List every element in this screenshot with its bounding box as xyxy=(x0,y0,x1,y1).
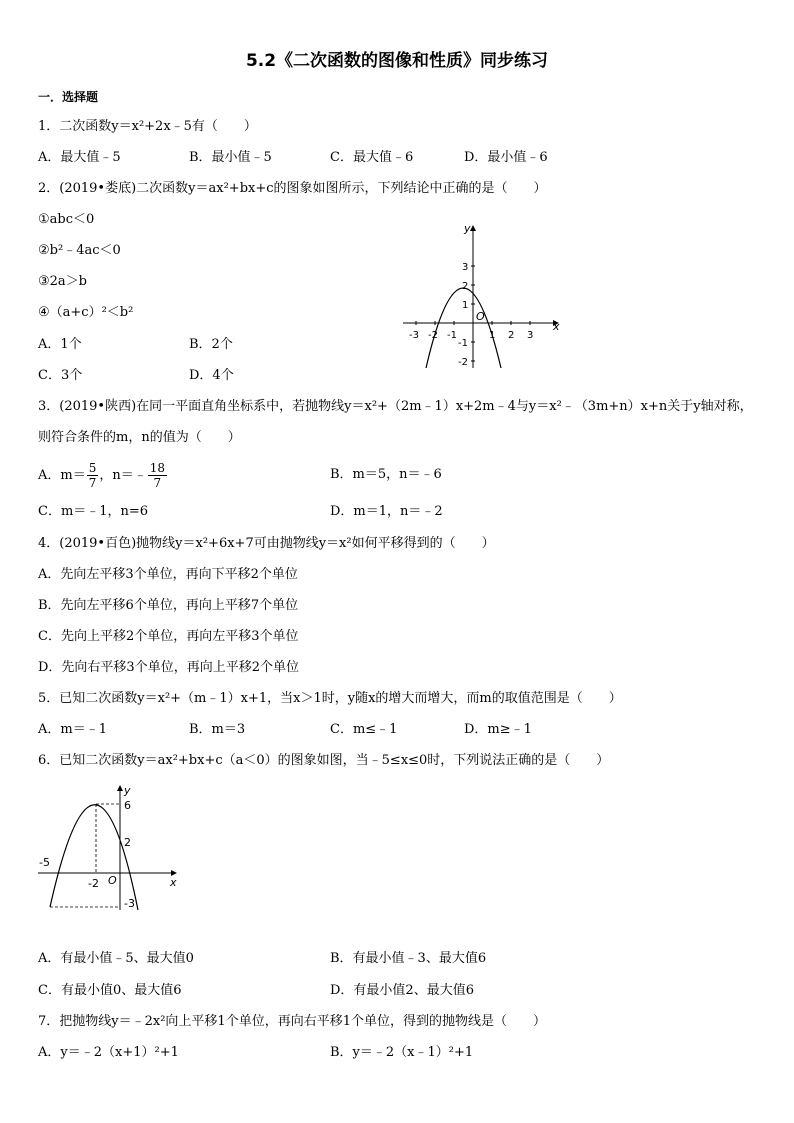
q5-option-b[interactable]: B．m＝3 xyxy=(189,722,246,737)
y-tick-label: 3 xyxy=(462,262,469,273)
q3-option-b[interactable]: B．m＝5，n＝﹣6 xyxy=(330,467,442,482)
q6-option-a[interactable]: A．有最小值﹣5、最大值0 xyxy=(38,951,194,966)
y-value-label: 2 xyxy=(124,836,131,849)
q6-stem: 6．已知二次函数y＝ax²+bx+c（a＜0）的图象如图，当﹣5≤x≤0时，下列说法正确的是（ ） xyxy=(38,753,610,768)
q4-stem: 4．(2019•百色)抛物线y＝x²+6x+7可由抛物线y＝x²如何平移得到的（ ） xyxy=(38,536,495,551)
q1-option-c[interactable]: C．最大值﹣6 xyxy=(330,150,414,165)
q1-option-d[interactable]: D．最小值﹣6 xyxy=(464,150,548,165)
x-value-label: -5 xyxy=(39,856,50,869)
origin-label: O xyxy=(476,310,485,323)
q6-option-c[interactable]: C．有最小值0、最大值6 xyxy=(38,983,182,998)
fraction-n-denominator: 7 xyxy=(153,476,162,490)
q2-parabola-graph xyxy=(398,218,568,373)
q2-option-a[interactable]: A．1个 xyxy=(38,337,82,352)
q2-stem: 2．(2019•娄底)二次函数y＝ax²+bx+c的图象如图所示，下列结论中正确的是（ ） xyxy=(38,181,547,196)
q2-statement-1: ①abc＜0 xyxy=(38,212,95,227)
y-axis-label: y xyxy=(124,784,131,797)
section-heading: 一．选择题 xyxy=(38,90,99,104)
x-tick-label: -3 xyxy=(409,330,419,341)
y-tick-label: -1 xyxy=(458,338,468,349)
fraction-m-numerator: 5 xyxy=(88,461,97,475)
q2-option-c[interactable]: C．3个 xyxy=(38,368,83,383)
q1-option-b[interactable]: B．最小值﹣5 xyxy=(189,150,272,165)
x-tick-label: -2 xyxy=(428,330,438,341)
q2-option-d[interactable]: D．4个 xyxy=(189,368,234,383)
q4-option-c[interactable]: C．先向上平移2个单位，再向左平移3个单位 xyxy=(38,629,299,644)
q5-option-c[interactable]: C．m≤﹣1 xyxy=(330,722,398,737)
q3-stem-line1: 3．(2019•陕西)在同一平面直角坐标系中，若抛物线y＝x²+（2m﹣1）x+2m﹣4与y＝x²﹣（3m+n）x+n关于y轴对称， xyxy=(38,399,753,414)
y-value-label: 6 xyxy=(124,799,131,812)
q6-option-b[interactable]: B．有最小值﹣3、最大值6 xyxy=(330,951,487,966)
q2-statement-2: ②b²﹣4ac＜0 xyxy=(38,243,121,258)
q3-option-a-mid: ，n＝﹣ xyxy=(99,467,147,483)
q3-option-d[interactable]: D．m＝1，n＝﹣2 xyxy=(330,504,443,519)
q5-stem: 5．已知二次函数y＝x²+（m﹣1）x+1，当x＞1时，y随x的增大而增大，而m的取值范围是（ ） xyxy=(38,691,622,706)
q2-statement-3: ③2a＞b xyxy=(38,274,87,289)
q3-option-c[interactable]: C．m＝﹣1，n=6 xyxy=(38,504,149,519)
q5-option-a[interactable]: A．m＝﹣1 xyxy=(38,722,107,737)
q3-stem-line2: 则符合条件的m，n的值为（ ） xyxy=(38,430,241,445)
q1-option-a[interactable]: A．最大值﹣5 xyxy=(38,150,121,165)
x-axis-label: x xyxy=(553,320,560,333)
q3-option-a-prefix: A．m＝ xyxy=(38,467,86,483)
y-value-label: -3 xyxy=(124,897,135,910)
parabola-curve xyxy=(50,805,138,910)
q7-option-b[interactable]: B．y＝﹣2（x﹣1）²+1 xyxy=(330,1045,474,1060)
y-tick-label: 1 xyxy=(462,300,469,311)
x-tick-label: 2 xyxy=(508,330,515,341)
y-axis-label: y xyxy=(464,222,471,235)
q1-stem: 1．二次函数y＝x²+2x﹣5有（ ） xyxy=(38,119,257,134)
page-title: 5.2《二次函数的图像和性质》同步练习 xyxy=(245,51,549,71)
x-tick-label: 3 xyxy=(527,330,534,341)
q3-option-a[interactable] xyxy=(38,461,168,490)
q6-parabola-graph xyxy=(36,780,186,915)
q2-statement-4: ④（a+c）²＜b² xyxy=(38,305,134,320)
q5-option-d[interactable]: D．m≥﹣1 xyxy=(464,722,532,737)
q7-stem: 7．把抛物线y＝﹣2x²向上平移1个单位，再向右平移1个单位，得到的抛物线是（ ） xyxy=(38,1014,546,1029)
fraction-m xyxy=(87,461,99,490)
origin-label: O xyxy=(108,874,117,887)
x-value-label: -2 xyxy=(88,877,99,890)
x-tick-label: -1 xyxy=(447,330,457,341)
fraction-m-denominator: 7 xyxy=(88,476,97,490)
fraction-n-numerator: 18 xyxy=(149,461,166,475)
y-tick-label: 2 xyxy=(462,281,469,292)
q6-option-d[interactable]: D．有最小值2、最大值6 xyxy=(330,983,474,998)
fraction-n xyxy=(148,461,167,490)
q4-option-b[interactable]: B．先向左平移6个单位，再向上平移7个单位 xyxy=(38,598,299,613)
q7-option-a[interactable]: A．y＝﹣2（x+1）²+1 xyxy=(38,1045,179,1060)
q4-option-d[interactable]: D．先向右平移3个单位，再向上平移2个单位 xyxy=(38,660,299,675)
x-tick-label: 1 xyxy=(489,330,496,341)
q4-option-a[interactable]: A．先向左平移3个单位，再向下平移2个单位 xyxy=(38,567,298,582)
y-tick-label: -2 xyxy=(458,357,468,368)
x-axis-label: x xyxy=(170,876,177,889)
q2-option-b[interactable]: B．2个 xyxy=(189,337,233,352)
